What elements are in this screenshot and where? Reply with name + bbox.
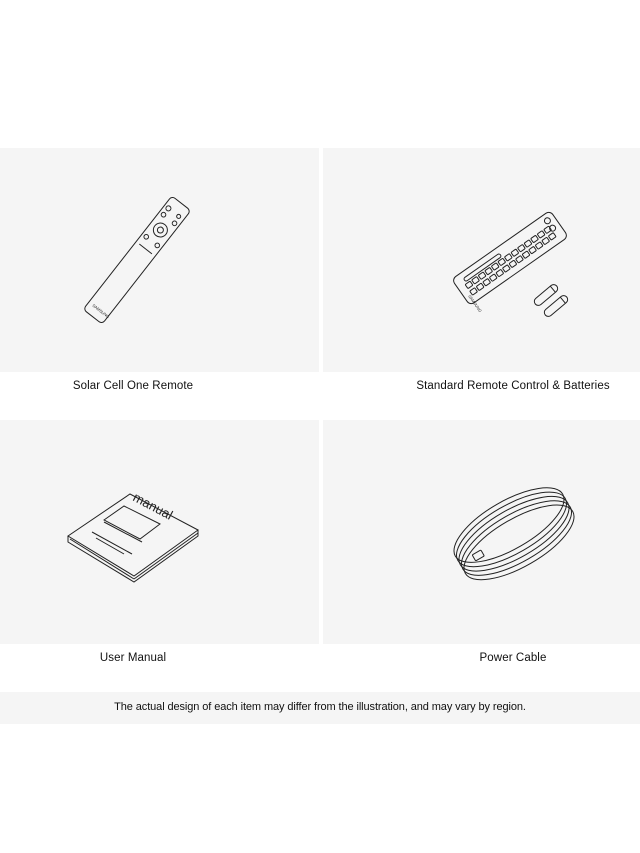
caption-user-manual: User Manual <box>99 652 167 664</box>
disclaimer-text: The actual design of each item may differ from the illustration, and may vary by region. <box>114 701 526 713</box>
power-cable-icon <box>323 420 640 644</box>
manual-icon <box>0 420 319 644</box>
item-panel-solar-remote <box>0 148 319 372</box>
solar-remote-icon <box>0 148 319 372</box>
item-panel-user-manual <box>0 420 319 644</box>
cover-text: manual <box>130 489 176 523</box>
brand-text: SAMSUNG <box>467 293 483 314</box>
item-panel-standard-remote <box>323 148 640 372</box>
remote-and-batteries-icon <box>323 148 640 372</box>
caption-solar-remote: Solar Cell One Remote <box>72 380 194 392</box>
brand-text: SAMSUNG <box>91 302 111 320</box>
item-panel-power-cable <box>323 420 640 644</box>
disclaimer-band <box>0 692 640 724</box>
battery-icon <box>533 283 560 307</box>
caption-standard-remote: Standard Remote Control & Batteries <box>416 380 610 392</box>
caption-power-cable: Power Cable <box>479 652 547 664</box>
